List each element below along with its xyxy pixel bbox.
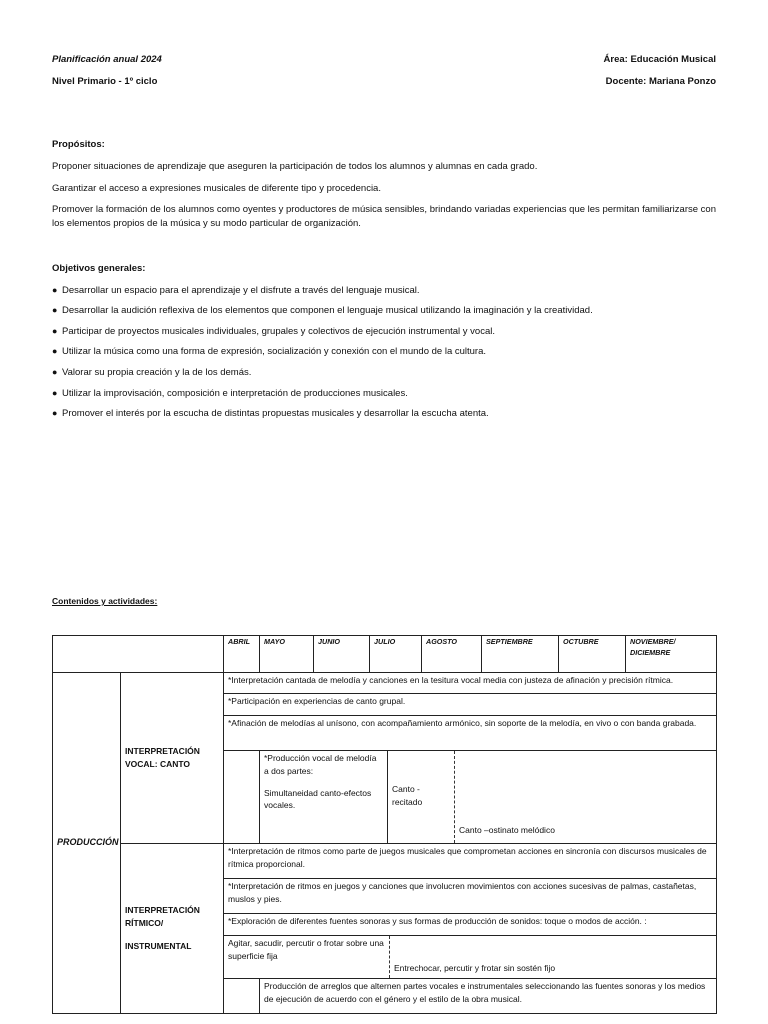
split-d: Canto –ostinato melódico [454, 751, 716, 843]
month-header-row [53, 636, 717, 673]
content-cell: *Interpretación de ritmos en juegos y canciones que involucren movimientos con acciones sucesivas de palmas, castañetas, muslos y pies. [224, 879, 717, 914]
objetivo-item: ● Promover el interés por la escucha de distintas propuestas musicales y desarrollar la escucha atenta. [52, 408, 489, 420]
content-cell: *Participación en experiencias de canto grupal. [224, 694, 717, 716]
objetivo-item: ● Utilizar la música como una forma de expresión, socialización y conexión con el mundo de la cultura. [52, 346, 487, 358]
objetivos-section [52, 262, 716, 428]
split-blank [224, 751, 259, 843]
teacher-label: Docente: Mariana Ponzo [605, 76, 716, 87]
corner-cell [53, 636, 224, 673]
month-header: SEPTIEMBRE [482, 636, 559, 673]
content-cell: *Interpretación de ritmos como parte de juegos musicales que comprometan acciones en sincronía con discursos musicales de rítmica proporcional. [224, 844, 717, 879]
month-header: AGOSTO [422, 636, 482, 673]
planning-table [52, 635, 717, 1014]
propositos-section [52, 138, 716, 239]
propositos-title: Propósitos: [52, 139, 105, 150]
area-label: Área: Educación Musical [603, 54, 716, 65]
month-header: NOVIEMBRE/ DICIEMBRE [626, 636, 717, 673]
split-c: Canto - recitado [387, 751, 454, 843]
objetivo-item: ● Valorar su propia creación y la de los demás. [52, 367, 252, 379]
split-cell [224, 936, 717, 979]
bullet-icon: ● [52, 408, 58, 419]
split-b: Entrechocar, percutir y frotar sin sostén fijo [389, 936, 716, 978]
month-header: JULIO [370, 636, 422, 673]
bullet-icon: ● [52, 387, 58, 398]
bullet-icon: ● [52, 325, 58, 336]
month-header: MAYO [260, 636, 314, 673]
header-row-2 [52, 75, 716, 89]
objetivo-item: ● Participar de proyectos musicales individuales, grupales y colectivos de ejecución instrumental y vocal. [52, 325, 495, 337]
proposito-paragraph: Promover la formación de los alumnos como oyentes y productores de música sensibles, brindando variadas experiencias que les permitan familiarizarse con los elementos propios de la música y su modo particular de organización. [52, 204, 716, 230]
area-cell: PRODUCCIÓN [53, 673, 121, 1014]
content-cell: *Interpretación cantada de melodía y canciones en la tesitura vocal media con justeza de afinación y precisión rítmica. [224, 673, 717, 694]
objetivo-item: ● Desarrollar un espacio para el aprendizaje y el disfrute a través del lenguaje musical. [52, 284, 420, 296]
content-cell: *Exploración de diferentes fuentes sonoras y sus formas de producción de sonidos: toque o modos de acción. : [224, 914, 717, 936]
month-header: ABRIL [224, 636, 260, 673]
bullet-icon: ● [52, 284, 58, 295]
table-row [53, 673, 717, 694]
split-a: Agitar, sacudir, percutir o frotar sobre una superficie fija [228, 938, 384, 961]
objetivos-title: Objetivos generales: [52, 263, 146, 274]
vocal-label: INTERPRETACIÓN VOCAL: CANTO [121, 673, 224, 844]
content-cell: *Afinación de melodías al unísono, con acompañamiento armónico, sin soporte de la melodía, en vivo o con banda grabada. [224, 716, 717, 751]
split-blank [224, 979, 259, 1013]
month-header: JUNIO [314, 636, 370, 673]
arreglos-cell: Producción de arreglos que alternen partes vocales e instrumentales seleccionando las fuentes sonoras y los medios de ejecución de acuerdo con el género y el estilo de la obra musical. [259, 979, 716, 1013]
split-cell [224, 979, 717, 1014]
month-header: OCTUBRE [559, 636, 626, 673]
contenidos-title: Contenidos y actividades: [52, 596, 158, 606]
objetivo-item: ● Utilizar la improvisación, composición e interpretación de producciones musicales. [52, 387, 408, 399]
bullet-icon: ● [52, 346, 58, 357]
table-row [53, 844, 717, 879]
header-row-1 [52, 53, 716, 67]
split-cell [224, 751, 717, 844]
proposito-paragraph: Garantizar el acceso a expresiones musicales de diferente tipo y procedencia. [52, 182, 381, 194]
plan-title: Planificación anual 2024 [52, 54, 162, 65]
proposito-paragraph: Proponer situaciones de aprendizaje que aseguren la participación de todos los alumnos y alumnas en cada grado. [52, 160, 538, 172]
objetivo-item: ● Desarrollar la audición reflexiva de los elementos que componen el lenguaje musical utilizando la imaginación y la creatividad. [52, 305, 593, 317]
level-label: Nivel Primario - 1º ciclo [52, 76, 158, 87]
split-a: *Producción vocal de melodía a dos partes: Simultaneidad canto-efectos vocales. [259, 751, 387, 843]
bullet-icon: ● [52, 367, 58, 378]
bullet-icon: ● [52, 305, 58, 316]
ritmico-label: INTERPRETACIÓN RÍTMICO/ INSTRUMENTAL [121, 844, 224, 1014]
